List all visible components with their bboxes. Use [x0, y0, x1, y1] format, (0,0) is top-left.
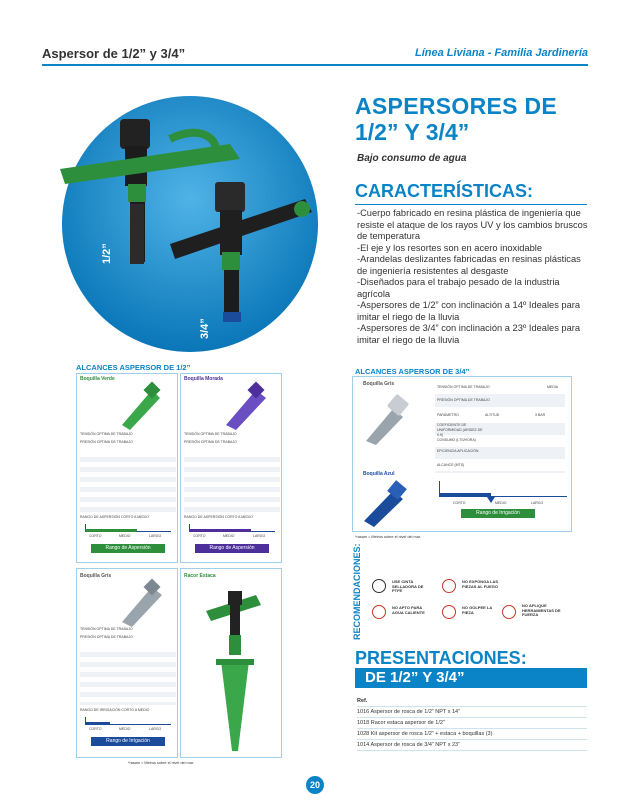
- no-hot-water-icon: [372, 605, 386, 619]
- gris-half-data-table: [80, 647, 176, 705]
- ptfe-tape-icon: [372, 579, 386, 593]
- product-title-line2: 1/2” Y 3/4”: [355, 119, 470, 145]
- verde-range-bar: Rango de Aspersión: [91, 544, 165, 553]
- hero-sprinkler-image: [40, 84, 345, 354]
- caracteristicas-title: CARACTERÍSTICAS:: [355, 181, 533, 201]
- gris-half-presion: PRESIÓN OPTIMA DE TRABAJO: [80, 635, 133, 639]
- boquilla-gris-half-name: Boquilla Gris: [80, 573, 112, 579]
- gris-half-scale-corto: CORTO: [89, 727, 102, 731]
- morada-scale-largo: LARGO: [253, 534, 266, 538]
- morada-range-caption: RANGO DE ASPERSIÓN CORTO A MEDIO: [184, 515, 253, 519]
- morada-scale-medio: MEDIO: [223, 534, 235, 538]
- no-fire-icon: [442, 579, 456, 593]
- three-quarter-azul-name: Boquilla Azul: [363, 471, 395, 477]
- morada-tension: TENSIÓN OPTIMA DE TRABAJO: [184, 432, 237, 436]
- caracteristica-item: -Cuerpo fabricado en resina plástica de ingeniería que resiste el ataque de los rayos UV y los cambios bruscos de temperatura: [357, 208, 588, 241]
- gris-half-scale-medio: MEDIO: [119, 727, 131, 731]
- boquilla-verde-name: Boquilla Verde: [80, 376, 115, 382]
- rec-item-4: NO APLIQUE HERRAMIENTAS DE FUERZA: [522, 603, 561, 618]
- boquilla-verde-icon: [112, 380, 162, 430]
- three-quarter-presion: PRESIÓN OPTIMA DE TRABAJO: [437, 398, 490, 402]
- boquilla-morada-name: Boquilla Morada: [184, 376, 223, 382]
- presentaciones-title: PRESENTACIONES:: [355, 648, 527, 668]
- presentacion-row-0: 1016 Aspersor de rosca de 1/2” NPT x 14”: [357, 707, 587, 718]
- panel-boquilla-verde: [76, 373, 178, 563]
- presentaciones-ref-header: Ref.: [357, 696, 587, 707]
- rec-item-1: NO EXPONGA LAS PIEZAS AL FUEGO: [462, 579, 499, 589]
- header-divider: [42, 64, 588, 66]
- panel-three-quarter: [352, 376, 572, 532]
- morada-range-fill: [189, 529, 251, 532]
- alcances-half-footnote: *rasam = Metros sobre el nivel del mar.: [128, 761, 194, 765]
- racor-estaca-image: [196, 581, 276, 756]
- param-header-2: 3 BAR: [535, 413, 546, 417]
- three-quarter-scale-corto: CORTO: [453, 501, 466, 505]
- three-quarter-top-table: [435, 381, 565, 407]
- three-quarter-media: MEDIA: [547, 385, 559, 389]
- label-half: 1/2”: [101, 243, 113, 264]
- three-quarter-range-fill: [439, 493, 491, 496]
- param-row-2: EFICIENCIA APLICACIÓN: [437, 449, 479, 453]
- caracteristicas-list: [357, 208, 592, 346]
- caracteristica-item: -Aspersores de 3/4” con inclinación a 23º Ideales para imitar el riego de la lluvia: [357, 323, 581, 345]
- no-tools-icon: [502, 605, 516, 619]
- morada-presion: PRESIÓN OPTIMA DE TRABAJO: [184, 440, 237, 444]
- alcances-three-quarter-title: ALCANCES ASPERSOR DE 3/4”: [355, 367, 470, 376]
- rec-item-3: NO GOLPEE LA PIEZA: [462, 605, 493, 615]
- verde-data-table: [80, 452, 176, 512]
- caracteristicas-divider: [355, 204, 587, 205]
- verde-scale-medio: MEDIO: [119, 534, 131, 538]
- verde-tension: TENSIÓN OPTIMA DE TRABAJO: [80, 432, 133, 436]
- alcances-three-quarter-footnote: *rasam = Metros sobre el nivel del mar.: [355, 535, 421, 539]
- gris-half-range-caption: RANGO DE IRRIGACIÓN CORTO A MEDIO: [80, 708, 150, 712]
- product-subtitle: Bajo consumo de agua: [357, 153, 467, 164]
- panel-boquilla-gris-half: [76, 568, 178, 758]
- recomendaciones-grid: [372, 577, 572, 631]
- morada-data-table: [184, 452, 280, 512]
- panel-racor-estaca: [180, 568, 282, 758]
- three-quarter-param-table: [435, 411, 565, 473]
- caracteristica-item: -Aspersores de 1/2” con inclinación a 14º Ideales para imitar el riego de la lluvia: [357, 300, 581, 322]
- morada-scale-corto: CORTO: [193, 534, 206, 538]
- gris-half-range-bar: Rango de Irrigación: [91, 737, 165, 746]
- three-quarter-tension: TENSIÓN OPTIMA DE TRABAJO: [437, 385, 490, 389]
- param-row-1: CONSUMO (LTS/HORA): [437, 438, 476, 442]
- verde-scale-corto: CORTO: [89, 534, 102, 538]
- gris-half-tension: TENSIÓN OPTIMA DE TRABAJO: [80, 627, 133, 631]
- verde-presion: PRESIÓN OPTIMA DE TRABAJO: [80, 440, 133, 444]
- racor-estaca-name: Racor Estaca: [184, 573, 216, 579]
- no-hit-icon: [442, 605, 456, 619]
- param-row-3: ALCANCE (MTS): [437, 463, 465, 467]
- boquilla-gris-half-icon: [112, 577, 167, 627]
- caracteristica-item: -Diseñados para el trabajo pesado de la industria agrícola: [357, 277, 560, 299]
- presentaciones-subtitle: DE 1/2” Y 3/4”: [365, 669, 465, 686]
- three-quarter-azul-icon: [358, 479, 418, 529]
- morada-range-bar: Rango de Aspersión: [195, 544, 269, 553]
- param-header-1: ALTITUD: [485, 413, 500, 417]
- three-quarter-scale-largo: LARGO: [531, 501, 544, 505]
- gris-half-range-fill: [85, 722, 110, 725]
- caracteristica-item: -Arandelas deslizantes fabricadas en resinas plásticas de ingeniería resistentes al desgaste: [357, 254, 581, 276]
- recomendaciones-title: RECOMENDACIONES:: [352, 543, 362, 640]
- three-quarter-gris-icon: [358, 391, 418, 446]
- alcances-half-title: ALCANCES ASPERSOR DE 1/2”: [76, 363, 191, 372]
- header-left-title: Aspersor de 1/2” y 3/4”: [42, 46, 186, 61]
- three-quarter-range-bar: Rango de Irrigación: [461, 509, 535, 518]
- verde-range-caption: RANGO DE ASPERSIÓN CORTO A MEDIO: [80, 515, 149, 519]
- three-quarter-gris-name: Boquilla Gris: [363, 381, 395, 387]
- page-number: 20: [306, 776, 324, 794]
- verde-range-fill: [85, 529, 137, 532]
- param-header-0: PARÁMETRO: [437, 413, 459, 417]
- panel-boquilla-morada: [180, 373, 282, 563]
- label-three-quarter: 3/4”: [199, 318, 211, 339]
- rec-item-0: USE CINTA SELLADORA DE PTFE: [392, 579, 424, 594]
- header-right-title: Línea Liviana - Familia Jardinería: [414, 47, 588, 59]
- presentacion-row-2: 1028 Kit aspersor de rosca 1/2” + estaca + boquillas (3): [357, 729, 587, 740]
- param-row-0: COEFICIENTE DE UNIFORMIDAD (ARIDEZ DE 0.5): [437, 423, 483, 437]
- caracteristica-item: -El eje y los resortes son en acero inoxidable: [357, 242, 543, 253]
- product-title-line1: ASPERSORES DE: [355, 93, 558, 119]
- gris-half-scale-largo: LARGO: [149, 727, 162, 731]
- three-quarter-scale-medio: MEDIO: [495, 501, 507, 505]
- presentacion-row-1: 1018 Racor estaca aspersor de 1/2”: [357, 718, 587, 729]
- boquilla-morada-icon: [216, 380, 271, 430]
- rec-item-2: NO APTO PARA AGUA CALIENTE: [392, 605, 425, 615]
- three-quarter-range-marker: [487, 497, 495, 503]
- verde-scale-largo: LARGO: [149, 534, 162, 538]
- presentacion-row-3: 1014 Aspersor de rosca de 3/4” NPT x 23”: [357, 740, 587, 751]
